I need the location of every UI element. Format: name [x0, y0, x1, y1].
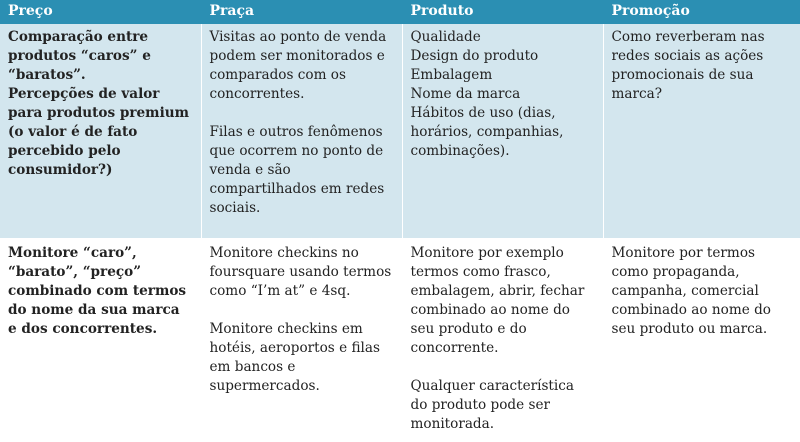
- cell-text: Qualidade Design do produto Embalagem Nome da marca Hábitos de uso (dias, horários, companhias, combinações).: [410, 29, 564, 159]
- cell-produto: [402, 24, 603, 239]
- cell-preco: [0, 24, 201, 239]
- cell-text: Qualquer característica do produto pode ser monitorada.: [410, 378, 574, 432]
- header-promocao: Promoção: [603, 0, 800, 24]
- cell-text: Comparação entre produtos “caros” e “baratos”. Percepções de valor para produtos premium (o valor é de fato percebido pelo consumidor?): [8, 29, 189, 178]
- cell-text: Monitore por exemplo termos como frasco, embalagem, abrir, fechar combinado ao nome do seu produto e do concorrente.: [410, 245, 585, 356]
- cell-promocao: [603, 239, 800, 438]
- cell-text: Como reverberam nas redes sociais as ações promocionais de sua marca?: [611, 29, 765, 102]
- cell-text: Monitore checkins no foursquare usando termos como “I’m at” e 4sq.: [209, 245, 392, 299]
- table-row: [0, 24, 800, 239]
- header-produto: Produto: [402, 0, 603, 24]
- cell-text: Filas e outros fenômenos que ocorrem no ponto de venda e são compartilhados em redes sociais.: [209, 124, 385, 216]
- cell-text: Visitas ao ponto de venda podem ser monitorados e comparados com os concorrentes.: [209, 29, 387, 102]
- cell-text: Monitore checkins em hotéis, aeroportos e filas em bancos e supermercados.: [209, 321, 380, 394]
- header-row: [0, 0, 800, 24]
- header-preco: Preço: [0, 0, 201, 24]
- header-praca: Praça: [201, 0, 402, 24]
- cell-praca: [201, 239, 402, 438]
- cell-text: Monitore “caro”, “barato”, “preço” combinado com termos do nome da sua marca e dos concorrentes.: [8, 245, 187, 337]
- cell-produto: [402, 239, 603, 438]
- cell-promocao: [603, 24, 800, 239]
- cell-preco: [0, 239, 201, 438]
- cell-praca: [201, 24, 402, 239]
- table-row: [0, 239, 800, 438]
- cell-text: Monitore por termos como propaganda, campanha, comercial combinado ao nome do seu produto ou marca.: [611, 245, 771, 337]
